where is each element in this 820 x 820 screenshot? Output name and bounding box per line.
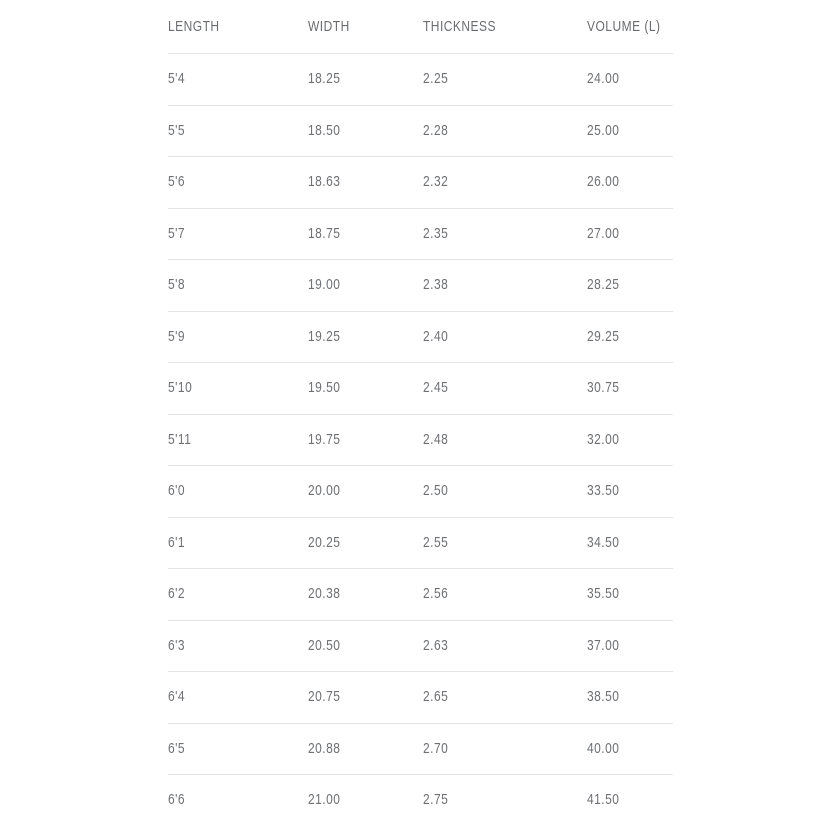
table-cell-value: 5'8: [168, 276, 186, 294]
table-cell-value: 20.75: [308, 688, 341, 706]
column-header-length: [168, 18, 308, 36]
table-cell-value: 5'7: [168, 224, 186, 242]
table-row: [168, 363, 673, 415]
table-cell-value: 5'6: [168, 173, 186, 191]
table-cell: [423, 791, 587, 809]
table-cell: [168, 225, 308, 243]
table-cell-value: 6'0: [168, 482, 186, 500]
table-cell: [587, 276, 673, 294]
table-cell: [168, 173, 308, 191]
table-cell: [308, 637, 423, 655]
table-cell: [308, 431, 423, 449]
table-cell: [308, 225, 423, 243]
table-cell-value: 2.75: [423, 791, 449, 809]
table-cell-value: 19.75: [308, 430, 341, 448]
table-cell: [308, 534, 423, 552]
table-cell: [168, 431, 308, 449]
table-row: [168, 672, 673, 724]
table-cell: [587, 173, 673, 191]
column-header-label: WIDTH: [308, 17, 350, 35]
table-cell: [423, 482, 587, 500]
table-cell-value: 20.38: [308, 585, 341, 603]
table-row: [168, 54, 673, 106]
table-cell-value: 6'5: [168, 739, 186, 757]
table-cell-value: 20.88: [308, 739, 341, 757]
column-header-label: LENGTH: [168, 17, 220, 35]
table-cell-value: 19.50: [308, 379, 341, 397]
table-cell-value: 38.50: [587, 688, 620, 706]
table-cell: [168, 122, 308, 140]
table-cell-value: 27.00: [587, 224, 620, 242]
size-chart-table: [168, 0, 673, 820]
table-row: [168, 621, 673, 673]
table-cell-value: 37.00: [587, 636, 620, 654]
table-cell-value: 2.35: [423, 224, 449, 242]
table-cell: [168, 688, 308, 706]
table-cell: [587, 637, 673, 655]
table-cell: [423, 585, 587, 603]
table-cell-value: 40.00: [587, 739, 620, 757]
table-cell: [308, 482, 423, 500]
table-cell: [168, 740, 308, 758]
table-cell: [168, 637, 308, 655]
table-cell: [308, 379, 423, 397]
table-cell: [168, 534, 308, 552]
table-cell-value: 2.63: [423, 636, 449, 654]
table-cell-value: 26.00: [587, 173, 620, 191]
table-cell-value: 2.45: [423, 379, 449, 397]
table-cell-value: 20.25: [308, 533, 341, 551]
table-cell-value: 2.56: [423, 585, 449, 603]
table-cell: [423, 637, 587, 655]
table-cell-value: 19.00: [308, 276, 341, 294]
table-cell-value: 30.75: [587, 379, 620, 397]
table-row: [168, 106, 673, 158]
table-cell: [423, 534, 587, 552]
table-cell: [308, 740, 423, 758]
table-cell-value: 5'5: [168, 121, 186, 139]
table-cell-value: 18.75: [308, 224, 341, 242]
table-cell-value: 5'9: [168, 327, 186, 345]
column-header-label: THICKNESS: [423, 17, 496, 35]
table-cell: [308, 122, 423, 140]
table-cell: [587, 482, 673, 500]
table-cell: [168, 379, 308, 397]
table-cell-value: 2.50: [423, 482, 449, 500]
table-row: [168, 312, 673, 364]
column-header-label: VOLUME (L): [587, 17, 661, 35]
table-cell: [587, 431, 673, 449]
table-cell: [308, 70, 423, 88]
table-cell: [423, 173, 587, 191]
table-cell: [587, 585, 673, 603]
table-cell-value: 18.25: [308, 70, 341, 88]
table-cell-value: 2.40: [423, 327, 449, 345]
table-cell: [587, 791, 673, 809]
table-cell-value: 5'4: [168, 70, 186, 88]
table-cell-value: 2.48: [423, 430, 449, 448]
column-header-thickness: [423, 18, 587, 36]
table-cell: [308, 791, 423, 809]
table-row: [168, 569, 673, 621]
column-header-volume-l: [587, 18, 679, 36]
table-cell-value: 5'11: [168, 430, 192, 448]
table-cell-value: 25.00: [587, 121, 620, 139]
table-cell: [423, 70, 587, 88]
table-cell: [168, 328, 308, 346]
table-cell-value: 2.55: [423, 533, 449, 551]
table-cell: [587, 740, 673, 758]
table-cell: [168, 482, 308, 500]
table-cell-value: 41.50: [587, 791, 620, 809]
table-row: [168, 260, 673, 312]
table-cell: [423, 225, 587, 243]
table-row: [168, 157, 673, 209]
table-cell: [308, 688, 423, 706]
table-cell: [587, 328, 673, 346]
table-cell-value: 2.28: [423, 121, 449, 139]
table-cell-value: 18.50: [308, 121, 341, 139]
table-row: [168, 518, 673, 570]
table-cell: [168, 585, 308, 603]
table-cell: [587, 688, 673, 706]
table-cell: [168, 791, 308, 809]
table-row: [168, 415, 673, 467]
table-cell: [423, 379, 587, 397]
table-cell-value: 6'4: [168, 688, 186, 706]
table-cell: [423, 122, 587, 140]
table-cell-value: 19.25: [308, 327, 341, 345]
table-row: [168, 466, 673, 518]
table-cell-value: 6'1: [168, 533, 186, 551]
table-cell-value: 6'2: [168, 585, 186, 603]
table-cell-value: 2.25: [423, 70, 449, 88]
table-row: [168, 775, 673, 820]
table-cell-value: 28.25: [587, 276, 620, 294]
table-cell: [423, 328, 587, 346]
table-cell-value: 34.50: [587, 533, 620, 551]
table-cell-value: 33.50: [587, 482, 620, 500]
table-cell: [423, 688, 587, 706]
table-cell-value: 2.38: [423, 276, 449, 294]
table-cell: [587, 225, 673, 243]
table-cell-value: 20.00: [308, 482, 341, 500]
table-cell: [168, 70, 308, 88]
table-cell: [587, 534, 673, 552]
table-cell-value: 2.32: [423, 173, 449, 191]
table-cell-value: 32.00: [587, 430, 620, 448]
table-cell-value: 6'3: [168, 636, 186, 654]
table-cell: [587, 70, 673, 88]
table-cell-value: 2.70: [423, 739, 449, 757]
table-cell-value: 20.50: [308, 636, 341, 654]
table-cell: [168, 276, 308, 294]
table-cell-value: 29.25: [587, 327, 620, 345]
column-header-width: [308, 18, 423, 36]
table-cell-value: 6'6: [168, 791, 186, 809]
table-row: [168, 209, 673, 261]
table-cell-value: 21.00: [308, 791, 341, 809]
table-cell: [423, 276, 587, 294]
table-cell: [308, 173, 423, 191]
table-cell: [423, 740, 587, 758]
table-cell: [308, 276, 423, 294]
table-cell-value: 24.00: [587, 70, 620, 88]
table-cell-value: 35.50: [587, 585, 620, 603]
table-cell-value: 18.63: [308, 173, 341, 191]
table-cell-value: 5'10: [168, 379, 193, 397]
table-cell-value: 2.65: [423, 688, 449, 706]
table-cell: [308, 585, 423, 603]
table-cell: [587, 379, 673, 397]
table-header-row: [168, 0, 673, 54]
table-row: [168, 724, 673, 776]
table-cell: [423, 431, 587, 449]
table-cell: [308, 328, 423, 346]
table-body: [168, 54, 673, 820]
table-cell: [587, 122, 673, 140]
